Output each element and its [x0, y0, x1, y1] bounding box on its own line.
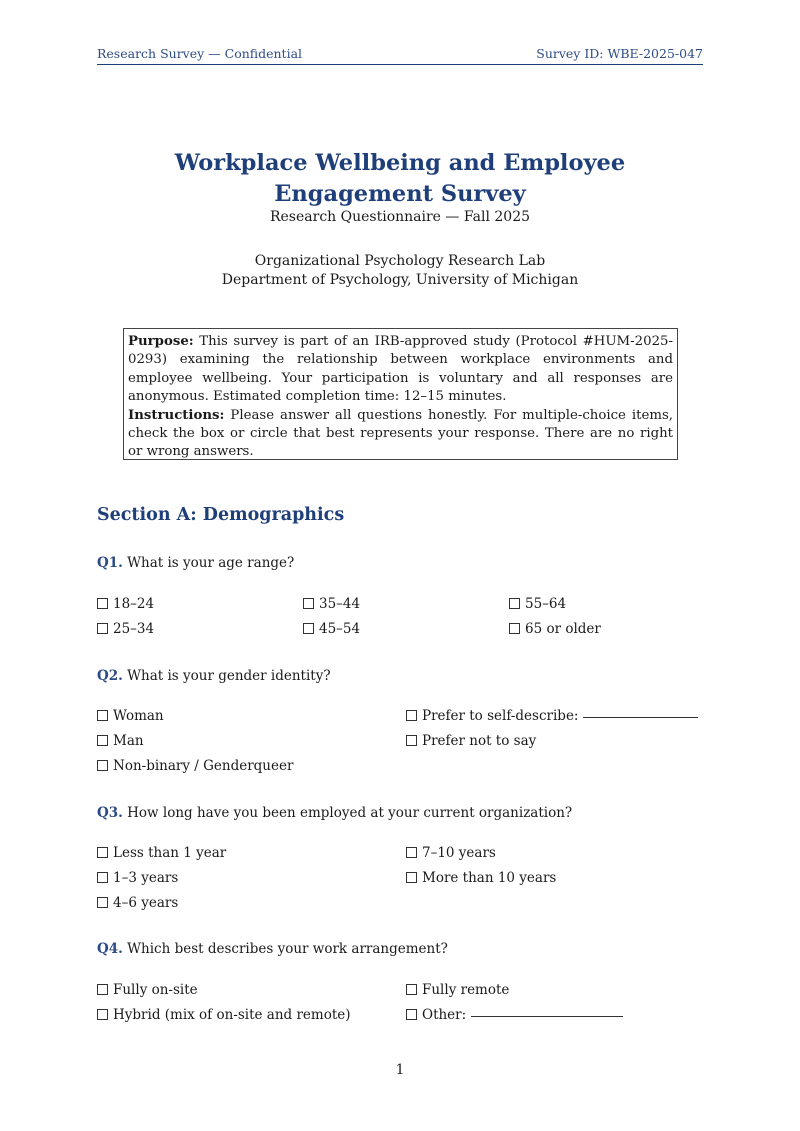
q4-number: Q4.: [97, 941, 123, 957]
option-label: 65 or older: [525, 621, 601, 637]
q2-option[interactable]: [97, 708, 164, 724]
checkbox-icon[interactable]: [303, 598, 314, 609]
q3-option[interactable]: [97, 845, 226, 861]
org-line-1: Organizational Psychology Research Lab: [254, 253, 546, 269]
checkbox-icon[interactable]: [97, 735, 108, 746]
instructions-paragraph: [128, 407, 673, 462]
checkbox-icon[interactable]: [97, 897, 108, 908]
option-label: 25–34: [113, 621, 155, 637]
q4-option[interactable]: [406, 1007, 623, 1023]
q1-option[interactable]: [97, 596, 154, 612]
q2-number: Q2.: [97, 668, 123, 684]
header-right: Survey ID: WBE-2025-047: [536, 46, 703, 61]
q1-option[interactable]: [97, 621, 154, 637]
option-label: 35–44: [319, 596, 361, 612]
title-line-2: Engagement Survey: [274, 181, 526, 207]
header-left: Research Survey — Confidential: [97, 46, 303, 61]
checkbox-icon[interactable]: [509, 623, 520, 634]
checkbox-icon[interactable]: [509, 598, 520, 609]
option-label: 45–54: [319, 621, 361, 637]
checkbox-icon[interactable]: [97, 623, 108, 634]
checkbox-icon[interactable]: [406, 710, 417, 721]
option-label: Fully on-site: [113, 982, 198, 998]
checkbox-icon[interactable]: [406, 847, 417, 858]
question-q1: [97, 555, 294, 571]
option-label: Woman: [113, 708, 164, 724]
q1-option[interactable]: [509, 621, 601, 637]
checkbox-icon[interactable]: [406, 872, 417, 883]
org-line-2: Department of Psychology, University of Michigan: [221, 272, 579, 288]
q3-option[interactable]: [97, 870, 178, 886]
option-label: Prefer to self-describe:: [422, 708, 579, 724]
purpose-text: This survey is part of an IRB-approved study (Protocol #HUM-2025-0293) examining the relationship between workplace environments and employee wellbeing. Your participation is voluntary and all responses are anonymous. Estimated completion time: 12–15 minutes.: [128, 334, 673, 405]
checkbox-icon[interactable]: [97, 760, 108, 771]
option-label: More than 10 years: [422, 870, 557, 886]
option-label: Prefer not to say: [422, 733, 537, 749]
option-label: 7–10 years: [422, 845, 496, 861]
checkbox-icon[interactable]: [97, 847, 108, 858]
q3-option[interactable]: [406, 845, 496, 861]
purpose-label: Purpose:: [128, 334, 194, 349]
instructions-text: Please answer all questions honestly. For multiple-choice items, check the box or circle that best represents your response. There are no right or wrong answers.: [128, 407, 673, 460]
q1-text: What is your age range?: [122, 555, 295, 571]
checkbox-icon[interactable]: [97, 710, 108, 721]
q2-option[interactable]: [406, 708, 698, 724]
q1-option[interactable]: [303, 596, 360, 612]
question-q3: [97, 805, 572, 821]
option-label: 55–64: [525, 596, 567, 612]
checkbox-icon[interactable]: [97, 598, 108, 609]
checkbox-icon[interactable]: [97, 984, 108, 995]
checkbox-icon[interactable]: [406, 984, 417, 995]
option-label: Other:: [422, 1007, 467, 1023]
question-q4: [97, 941, 448, 957]
page-number: 1: [395, 1062, 405, 1078]
checkbox-icon[interactable]: [97, 872, 108, 883]
option-label: Non-binary / Genderqueer: [113, 758, 294, 774]
q2-option[interactable]: [406, 733, 536, 749]
option-label: 18–24: [113, 596, 155, 612]
q3-text: How long have you been employed at your current organization?: [122, 805, 573, 821]
q3-number: Q3.: [97, 805, 123, 821]
option-label: Less than 1 year: [113, 845, 227, 861]
q1-option[interactable]: [303, 621, 360, 637]
q2-option[interactable]: [97, 733, 144, 749]
option-label: 1–3 years: [113, 870, 179, 886]
self-describe-blank[interactable]: [583, 717, 698, 718]
option-label: 4–6 years: [113, 895, 179, 911]
checkbox-icon[interactable]: [97, 1009, 108, 1020]
organization-block: [0, 252, 800, 290]
q1-number: Q1.: [97, 555, 123, 571]
q2-text: What is your gender identity?: [122, 668, 331, 684]
option-label: Hybrid (mix of on-site and remote): [113, 1007, 351, 1023]
instructions-label: Instructions:: [128, 407, 225, 423]
q4-option[interactable]: [406, 982, 509, 998]
other-blank[interactable]: [471, 1016, 623, 1017]
option-label: Fully remote: [422, 982, 510, 998]
q4-text: Which best describes your work arrangement?: [122, 941, 448, 957]
q4-option[interactable]: [97, 1007, 351, 1023]
purpose-paragraph: [128, 333, 673, 407]
question-q2: [97, 668, 331, 684]
checkbox-icon[interactable]: [406, 735, 417, 746]
document-title: [0, 148, 800, 210]
option-label: Man: [113, 733, 144, 749]
checkbox-icon[interactable]: [303, 623, 314, 634]
section-a-heading: Section A: Demographics: [97, 505, 345, 525]
checkbox-icon[interactable]: [406, 1009, 417, 1020]
q1-option[interactable]: [509, 596, 566, 612]
document-subtitle: Research Questionnaire — Fall 2025: [269, 209, 531, 225]
q2-option[interactable]: [97, 758, 293, 774]
running-header: [97, 44, 703, 65]
q4-option[interactable]: [97, 982, 198, 998]
q3-option[interactable]: [406, 870, 556, 886]
notice-box: [123, 328, 678, 460]
q3-option[interactable]: [97, 895, 178, 911]
title-line-1: Workplace Wellbeing and Employee: [174, 150, 626, 176]
